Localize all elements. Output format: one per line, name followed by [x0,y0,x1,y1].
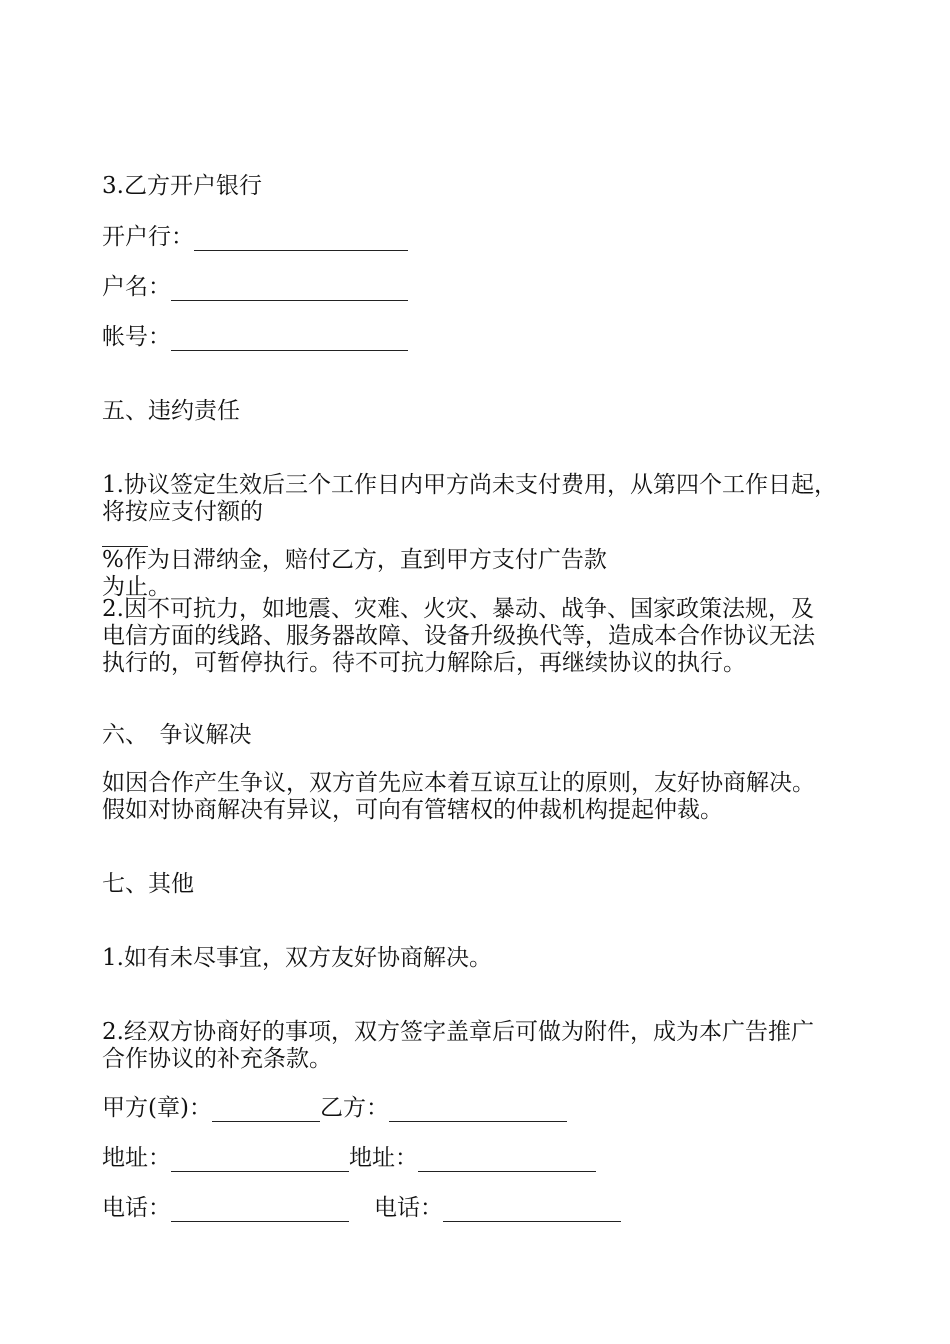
phone-a-blank[interactable] [171,1201,349,1222]
account-number-blank[interactable] [171,330,408,351]
account-number-row [102,324,408,351]
bank-label: 开户行： [102,224,194,250]
dispute-line-1: 如因合作产生争议，双方首先应本着互谅互让的原则，友好协商解决。 [102,770,815,796]
other-clause-2-line-2: 合作协议的补充条款。 [102,1046,332,1072]
party-a-blank[interactable] [212,1101,320,1122]
breach-clause-1 [102,472,872,601]
account-name-row [102,274,408,301]
phone-b-blank[interactable] [443,1201,621,1222]
party-b-blank[interactable] [389,1101,567,1122]
party-a-label: 甲方(章)： [102,1095,212,1121]
address-b-blank[interactable] [418,1151,596,1172]
breach-heading: 五、违约责任 [102,398,240,424]
other-clause-1: 1.如有未尽事宜，双方友好协商解决。 [102,945,492,971]
breach-clause-1-line-2 [102,499,872,574]
address-a-label: 地址： [102,1145,171,1171]
account-name-blank[interactable] [171,280,408,301]
breach-clause-1-line-1: 1.协议签定生效后三个工作日内甲方尚未支付费用，从第四个工作日起， [102,472,837,498]
address-a-blank[interactable] [171,1151,349,1172]
breach-clause-1-line-3: 为止。 [102,574,171,600]
account-number-label: 帐号： [102,324,171,350]
breach-clause-1-line-2-b: %作为日滞纳金，赔付乙方，直到甲方支付广告款 [102,547,607,573]
other-heading: 七、其他 [102,871,194,897]
account-name-label: 户名： [102,274,171,300]
other-clause-2-line-1: 2.经双方协商好的事项，双方签字盖章后可做为附件，成为本广告推广 [102,1019,814,1045]
address-b-label: 地址： [349,1145,418,1171]
breach-clause-2 [102,596,872,677]
breach-clause-2-line-3: 执行的，可暂停执行。待不可抗力解除后，再继续协议的执行。 [102,650,746,676]
address-row [102,1145,596,1172]
bank-blank[interactable] [194,230,408,251]
dispute-line-2: 假如对协商解决有异议，可向有管辖权的仲裁机构提起仲裁。 [102,797,723,823]
breach-clause-2-line-2: 电信方面的线路、服务器故障、设备升级换代等，造成本合作协议无法 [102,623,815,649]
bank-name-row [102,224,408,251]
dispute-heading: 六、 争议解决 [102,722,252,748]
breach-clause-1-line-2-a: 将按应支付额的 [102,499,263,525]
party-row [102,1095,567,1122]
party-b-label: 乙方： [319,1095,389,1121]
dispute-paragraph [102,770,872,824]
phone-a-label: 电话： [102,1195,171,1221]
bank-heading: 3.乙方开户银行 [102,173,262,199]
phone-b-label: 电话： [374,1195,443,1221]
other-clause-2 [102,1019,872,1073]
breach-clause-2-line-1: 2.因不可抗力，如地震、灾难、火灾、暴动、战争、国家政策法规，及 [102,596,814,622]
late-fee-percent-blank[interactable] [102,526,148,547]
phone-row [102,1195,621,1222]
